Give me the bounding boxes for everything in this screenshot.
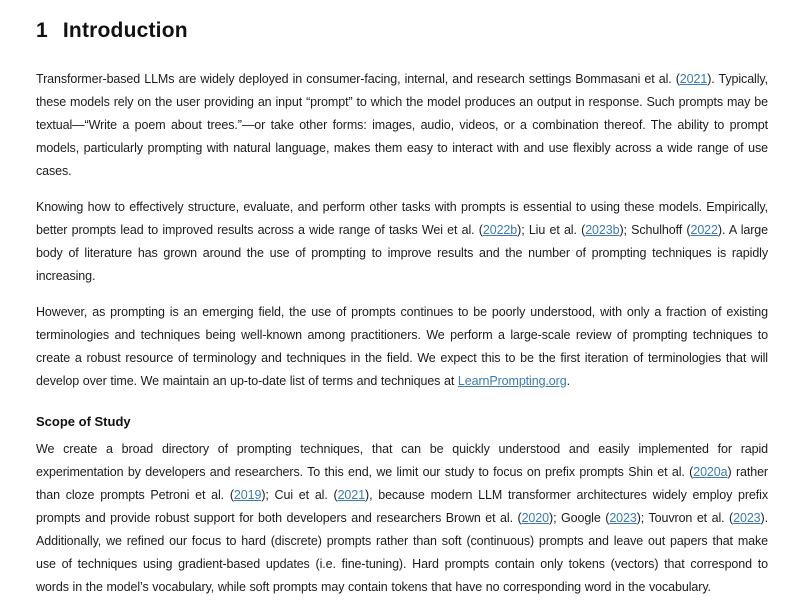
text-run: However, as prompting is an emerging field, the use of prompts continues to be poorly understood, with only a fraction of existing terminologies and techniques being well-known among practitioners. We perform a large-scale review of prompting techniques to create a robust resource of terminology and techniques in the field. We expect this to be the first iteration of terminologies that will develop over time. We maintain an up-to-date list of terms and techniques at [36, 305, 768, 388]
citation-link-shin-2020a[interactable]: 2020a [693, 465, 728, 479]
paragraph [36, 196, 768, 288]
citation-link-schulhoff-2022[interactable]: 2022 [690, 223, 718, 237]
text-run: ), because modern LLM transformer architectures widely employ prefix prompts and provide robust support for both developers and researchers Brown et al. ( [36, 488, 768, 525]
citation-link-wei-2022b[interactable]: 2022b [482, 223, 518, 237]
text-run: Knowing how to effectively structure, evaluate, and perform other tasks with prompts is essential to using these models. Empirically, better prompts lead to improved results across a wide range of tasks Wei et al. ( [36, 200, 768, 237]
citation-link-google-2023[interactable]: 2023 [609, 511, 637, 525]
text-run: We create a broad directory of prompting techniques, that can be quickly understood and easily implemented for rapid experimentation by developers and researchers. To this end, we limit our study to focus on prefix prompts Shin et al. ( [36, 442, 768, 479]
text-run: ); Touvron et al. ( [636, 511, 734, 525]
text-run: ); Liu et al. ( [517, 223, 586, 237]
text-run: ) rather than cloze prompts Petroni et al. ( [36, 465, 768, 502]
paragraph [36, 438, 768, 599]
citation-link-brown-2020[interactable]: 2020 [521, 511, 549, 525]
citation-link-petroni-2019[interactable]: 2019 [233, 488, 262, 502]
text-run: ). A large body of literature has grown around the use of prompting to improve results and the number of prompting techniques is rapidly increasing. [36, 223, 769, 283]
citation-link-cui-2021[interactable]: 2021 [337, 488, 365, 502]
text-run: ). Typically, these models rely on the user providing an input “prompt” to which the model produces an output in response. Such prompts may be textual—“Write a poem about trees.”—or take other forms: images, audio, videos, or a combination thereof. The ability to prompt models, particularly prompting with natural language, makes them easy to interact with and use flexibly across a wide range of use cases. [36, 72, 768, 178]
section-title: Introduction [62, 19, 188, 42]
text-run: Transformer-based LLMs are widely deployed in consumer-facing, internal, and research settings Bommasani et al. ( [36, 72, 680, 86]
text-run: ); Google ( [549, 511, 610, 525]
paragraph [36, 68, 768, 183]
learnprompting-org-link[interactable]: LearnPrompting.org [457, 374, 567, 388]
citation-link-bommasani-2021[interactable]: 2021 [679, 72, 708, 86]
text-run: . [566, 374, 570, 388]
section-number: 1 [36, 19, 48, 42]
paragraph [36, 301, 768, 393]
text-run: ). Additionally, we refined our focus to hard (discrete) prompts rather than soft (continuous) prompts and leave out papers that make use of techniques using gradient-based updates (i.e. fine-tuning). Hard prompts contain only tokens (vectors) that correspond to words in the model’s vocabulary, while soft prompts may contain tokens that have no corresponding word in the vocabulary. [36, 511, 768, 594]
citation-link-touvron-2023[interactable]: 2023 [733, 511, 761, 525]
subsection-heading: Scope of Study [36, 414, 131, 429]
section-heading [36, 18, 768, 44]
section-body [36, 68, 768, 599]
text-run: ); Schulhoff ( [619, 223, 691, 237]
citation-link-liu-2023b[interactable]: 2023b [585, 223, 620, 237]
text-run: ); Cui et al. ( [261, 488, 338, 502]
